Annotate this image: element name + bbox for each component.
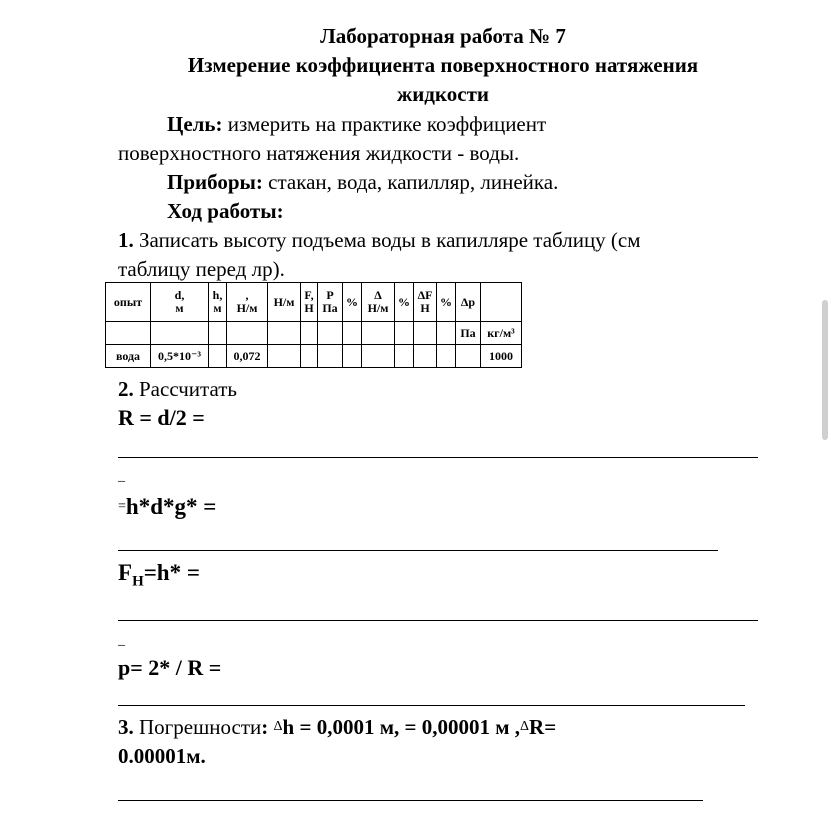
table-cell xyxy=(437,345,456,368)
table-cell xyxy=(395,345,414,368)
table-cell: кг/м³ xyxy=(481,322,522,345)
answer-line xyxy=(118,800,703,801)
lab-subtitle-cont: жидкости xyxy=(396,82,489,106)
dash-mark: _ xyxy=(118,469,125,484)
table-cell xyxy=(343,345,362,368)
table-cell xyxy=(301,345,318,368)
table-cell: 0,5*10⁻³ xyxy=(151,345,209,368)
table-cell xyxy=(481,283,522,322)
scrollbar[interactable] xyxy=(822,300,828,440)
delta-symbol: Δ xyxy=(273,719,283,734)
step3-text: Погрешности xyxy=(133,715,262,739)
table-cell: d, м xyxy=(151,283,209,322)
step2-text: Рассчитать xyxy=(133,377,237,401)
table-cell: F, Н xyxy=(301,283,318,322)
table-cell: Δp xyxy=(456,283,481,322)
table-cell xyxy=(362,345,395,368)
table-cell xyxy=(437,322,456,345)
table-cell: h, м xyxy=(209,283,227,322)
table-cell xyxy=(362,322,395,345)
table-data-row xyxy=(106,345,522,368)
answer-line xyxy=(118,457,758,458)
table-cell xyxy=(301,322,318,345)
table-cell xyxy=(209,345,227,368)
table-cell xyxy=(268,322,301,345)
answer-line xyxy=(118,620,758,621)
formula-force: $F_H=h*$ = xyxy=(118,560,200,590)
table-cell xyxy=(268,345,301,368)
step3-line-cont: 0.00001м. xyxy=(118,744,206,768)
table-cell: ΔF Н xyxy=(414,283,437,322)
goal-label: Цель: xyxy=(167,112,223,136)
step1-num: 1. xyxy=(118,228,134,252)
answer-line xyxy=(118,705,745,706)
table-units-row xyxy=(106,322,522,345)
table-cell xyxy=(414,322,437,345)
step1-line xyxy=(118,227,641,253)
devices-text: стакан, вода, капилляр, линейка. xyxy=(262,170,559,194)
table-cell xyxy=(456,345,481,368)
step3-num: 3. xyxy=(118,715,134,739)
table-header-row xyxy=(106,283,522,322)
dash-mark: _ xyxy=(118,633,125,648)
table-cell: , Н/м xyxy=(227,283,268,322)
table-cell: вода xyxy=(106,345,151,368)
step2-num: 2. xyxy=(118,377,134,401)
formula-height-text: h*d*g* = xyxy=(125,494,217,519)
table-cell xyxy=(151,322,209,345)
table-cell xyxy=(343,322,362,345)
goal-text: измерить на практике коэффициент xyxy=(222,112,547,136)
table-cell: % xyxy=(437,283,456,322)
step1-text-cont: таблицу перед лр). xyxy=(118,257,285,281)
measurement-table xyxy=(105,282,522,368)
answer-line xyxy=(118,550,718,551)
goal-line xyxy=(167,111,546,137)
formula-pressure: p= 2* / R = xyxy=(118,655,222,680)
table-cell xyxy=(414,345,437,368)
table-cell: 0,072 xyxy=(227,345,268,368)
table-cell: % xyxy=(395,283,414,322)
table-cell xyxy=(227,322,268,345)
table-cell: Δ Н/м xyxy=(362,283,395,322)
table-cell: Н/м xyxy=(268,283,301,322)
step3-line: 3. Погрешности: $^\Delta$h = 0,0001 м, = 0,00001 м ,$^\Delta$R= xyxy=(118,715,557,739)
table-cell: % xyxy=(343,283,362,322)
table-cell xyxy=(209,322,227,345)
table-cell: Па xyxy=(456,322,481,345)
devices-label: Приборы: xyxy=(167,170,263,194)
table-cell xyxy=(318,345,343,368)
lab-subtitle: Измерение коэффициента поверхностного натяжения xyxy=(187,53,699,77)
step1-text: Записать высоту подъема воды в капилляре таблицу (см xyxy=(133,228,641,252)
table-cell xyxy=(106,322,151,345)
delta-symbol: Δ xyxy=(520,719,530,734)
table-cell: опыт xyxy=(106,283,151,322)
step2-line xyxy=(118,376,237,402)
devices-line xyxy=(167,169,558,195)
goal-text-cont: поверхностного натяжения жидкости - воды. xyxy=(118,141,520,165)
table-cell: Р Па xyxy=(318,283,343,322)
lab-title: Лабораторная работа № 7 xyxy=(320,24,566,48)
formula-height: =h*d*g* = xyxy=(118,494,217,519)
procedure-label: Ход работы: xyxy=(167,199,284,223)
table-cell xyxy=(318,322,343,345)
formula-radius: R = d/2 = xyxy=(118,405,205,430)
table-cell xyxy=(395,322,414,345)
table-cell: 1000 xyxy=(481,345,522,368)
